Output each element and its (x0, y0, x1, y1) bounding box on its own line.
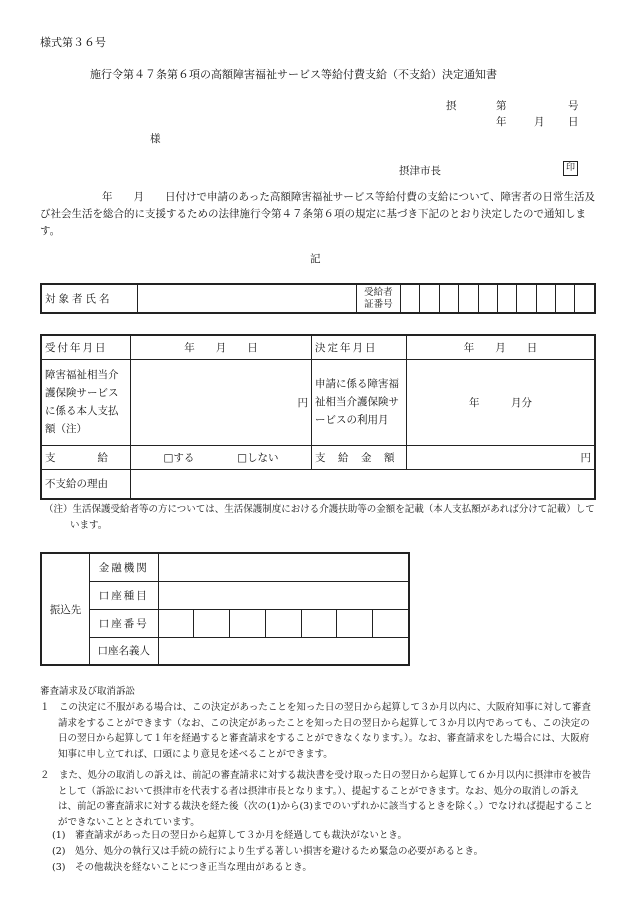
usage-month-label: 申請に係る障害福祉相当介護保険サービスの利用月 (312, 359, 407, 445)
account-digit[interactable] (230, 609, 266, 637)
bank-name-value[interactable] (158, 553, 409, 581)
appeal-item-1: １ この決定に不服がある場合は、この決定があったことを知った日の翌日から起算して３か月以内に、大阪府知事に対して審査請求をすることができます（なお、この決定があったことを知った日の翌日から起算して３か月以内であっても、この決定の日の翌日から起算して１年を経過すると審査請求をすることができなくなります。）。なお、審査請求をした場合には、大阪府知事に申し立てれば、口頭により意見を述べることができます。 (40, 702, 591, 760)
reason-value[interactable] (131, 469, 596, 499)
usage-month-value[interactable]: 年 月分 (407, 359, 596, 445)
account-type-value[interactable] (158, 581, 409, 609)
doc-number-prefix: 摂 (446, 100, 457, 112)
account-holder-label: 口座名義人 (90, 637, 158, 665)
payment-options (131, 445, 312, 469)
account-number-label: 口座番号 (90, 609, 158, 637)
appeal-heading: 審査請求及び取消訴訟 (40, 686, 136, 697)
recipient-label (356, 284, 400, 313)
form-number: 様式第３６号 (40, 36, 106, 49)
note: （注）生活保護受給者等の方については、生活保護制度における介護扶助等の金額を記載（本人支払額があれば分けて記載）しています。 (44, 504, 595, 531)
recipient-digit[interactable] (497, 284, 516, 313)
amount-label: 支 給 金 額 (312, 445, 407, 469)
appeal-item-2: ２ また、処分の取消しの訴えは、前記の審査請求に対する裁決書を受け取った日の翌日から起算して６か月以内に摂津市を被告として（訴訟において摂津市を代表する者は摂津市長となります。）、提起することができます。なお、処分の取消しの訴えは、前記の審査請求に対する裁決を経た後（次の(1)から(3)までのいずれかに該当するときを除く。）でなければ提起することができないこととされています。 (40, 770, 593, 828)
ki-label: 記 (310, 253, 321, 265)
decided-value[interactable]: 年 月 日 (407, 335, 596, 359)
amount-yen: 円 (580, 451, 591, 464)
appeal-sub-3: (3) その他裁決を経ないことにつき正当な理由があるとき。 (52, 862, 312, 873)
recipient-digit[interactable] (439, 284, 458, 313)
account-digit[interactable] (301, 609, 337, 637)
received-value[interactable]: 年 月 日 (131, 335, 312, 359)
recipient-digit[interactable] (459, 284, 478, 313)
account-digit[interactable] (373, 609, 409, 637)
date-day: 日 (568, 116, 579, 128)
account-digit[interactable] (337, 609, 373, 637)
recipient-digit[interactable] (420, 284, 439, 313)
recipient-digit[interactable] (536, 284, 555, 313)
recipient-label-1: 受給者 (364, 286, 393, 298)
amount-value[interactable] (407, 445, 596, 469)
transfer-label: 振込先 (41, 553, 90, 665)
date-year: 年 (496, 116, 507, 128)
recipient-digit[interactable] (517, 284, 536, 313)
self-pay-label: 障害福祉相当介護保険サービスに係る本人支払額（注） (41, 359, 131, 445)
account-type-label: 口座種目 (90, 581, 158, 609)
received-label: 受付年月日 (41, 335, 131, 359)
self-pay-yen: 円 (297, 396, 308, 409)
issuer: 摂津市長 (399, 165, 441, 177)
account-holder-value[interactable] (158, 637, 409, 665)
recipient-label-2: 証番号 (364, 298, 393, 310)
seal-mark: 印 (563, 161, 578, 176)
date-month: 月 (534, 116, 545, 128)
recipient-digit[interactable] (400, 284, 419, 313)
name-label: 対象者氏名 (41, 284, 137, 313)
addressee-suffix: 様 (150, 133, 161, 145)
recipient-digit[interactable] (575, 284, 595, 313)
appeal-sub-2: (2) 処分、処分の執行又は手続の続行により生ずる著しい損害を避けるため緊急の必要があるとき。 (52, 846, 484, 857)
appeal-sub-1: (1) 審査請求があった日の翌日から起算して３か月を経過しても裁決がないとき。 (52, 830, 407, 841)
recipient-digit[interactable] (556, 284, 575, 313)
recipient-digit[interactable] (478, 284, 497, 313)
reason-label: 不支給の理由 (41, 469, 131, 499)
payment-yes-checkbox[interactable]: □する (163, 451, 195, 464)
payment-label: 支 給 (41, 445, 131, 469)
decision-table (40, 334, 596, 500)
account-digit[interactable] (194, 609, 230, 637)
self-pay-value[interactable] (131, 359, 312, 445)
body-text: 年 月 日付けで申請のあった高額障害福祉サービス等給付費の支給について、障害者の日常生活及び社会生活を総合的に支援するための法律施行令第４７条第６項の規定に基づき下記のとおり決定したので通知します。 (40, 191, 595, 237)
account-digit[interactable] (265, 609, 301, 637)
subject-table (40, 283, 596, 314)
seal (563, 161, 578, 176)
bank-name-label: 金融機関 (90, 553, 158, 581)
page-title: 施行令第４７条第６項の高額障害福祉サービス等給付費支給（不支給）決定通知書 (90, 68, 497, 81)
bank-table (40, 552, 410, 666)
account-digit[interactable] (158, 609, 194, 637)
name-value[interactable] (137, 284, 356, 313)
doc-number-mid: 第 (496, 100, 507, 112)
doc-number-suffix: 号 (568, 100, 579, 112)
decided-label: 決定年月日 (312, 335, 407, 359)
payment-no-checkbox[interactable]: □しない (237, 451, 279, 464)
